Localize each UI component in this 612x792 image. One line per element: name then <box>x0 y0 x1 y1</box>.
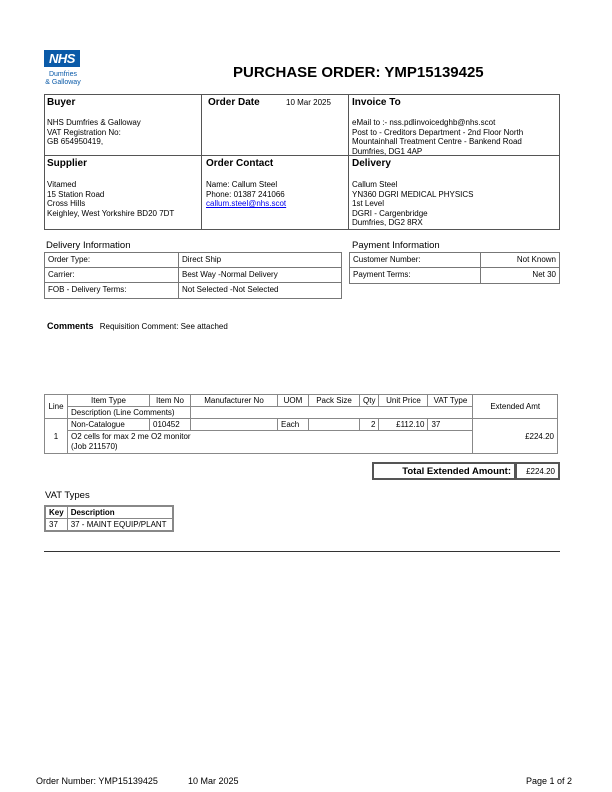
fob-value: Not Selected -Not Selected <box>178 282 342 299</box>
invoice-to-details <box>352 118 523 156</box>
line-items-table <box>44 394 558 454</box>
order-type-value: Direct Ship <box>178 252 342 268</box>
supplier-line: 15 Station Road <box>47 189 105 199</box>
payment-terms-value: Net 30 <box>480 267 560 284</box>
comments-label: Comments <box>47 321 94 331</box>
order-contact-label: Order Contact <box>206 158 274 169</box>
supplier-line: Vitamed <box>47 180 77 189</box>
col-unit-price: Unit Price <box>379 395 428 407</box>
vat-desc: 37 - MAINT EQUIP/PLANT <box>67 519 173 532</box>
row-item-no: 010452 <box>150 419 191 431</box>
contact-name: Name: Callum Steel <box>206 180 278 189</box>
invoice-line: Post to - Creditors Department - 2nd Floor North <box>352 127 524 137</box>
col-extended-amt: Extended Amt <box>473 395 558 419</box>
logo-subtitle <box>42 71 84 87</box>
vat-key: 37 <box>45 519 67 532</box>
vat-types-table <box>44 505 174 532</box>
buyer-details <box>47 118 141 147</box>
total-value: £224.20 <box>515 462 560 480</box>
col-qty: Qty <box>360 395 379 407</box>
col-vat-type: VAT Type <box>428 395 473 407</box>
order-date-value: 10 Mar 2025 <box>286 98 331 107</box>
divider <box>348 94 349 230</box>
delivery-line: Callum Steel <box>352 180 398 189</box>
invoice-to-label: Invoice To <box>352 97 401 108</box>
page-title: PURCHASE ORDER: YMP15139425 <box>233 64 484 81</box>
logo-sub2: & Galloway <box>45 79 81 86</box>
buyer-line: GB 654950419, <box>47 137 104 146</box>
row-uom: Each <box>278 419 309 431</box>
col-description: Description (Line Comments) <box>68 407 191 419</box>
buyer-line: VAT Registration No: <box>47 127 121 137</box>
logo-text: NHS <box>49 51 75 66</box>
delivery-line: DGRI - Cargenbridge <box>352 208 428 218</box>
row-desc-line: O2 cells for max 2 me O2 monitor <box>71 432 191 441</box>
table-header-row <box>45 407 558 419</box>
delivery-label: Delivery <box>352 158 391 169</box>
delivery-line: YN360 DGRI MEDICAL PHYSICS <box>352 189 474 199</box>
order-date-label: Order Date <box>208 97 260 108</box>
order-contact-details <box>206 180 286 209</box>
row-pack <box>309 419 360 431</box>
carrier-value: Best Way -Normal Delivery <box>178 267 342 283</box>
row-vat: 37 <box>428 419 473 431</box>
col-manufacturer: Manufacturer No <box>191 395 278 407</box>
vat-types-heading: VAT Types <box>45 490 90 501</box>
row-manufacturer <box>191 419 278 431</box>
col-item-no: Item No <box>150 395 191 407</box>
footer-date: 10 Mar 2025 <box>188 776 239 786</box>
vat-row <box>45 519 173 532</box>
order-type-key: Order Type: <box>44 252 179 268</box>
customer-number-key: Customer Number: <box>349 252 481 268</box>
logo-sub1: Dumfries <box>48 71 77 78</box>
vat-header-row <box>45 506 173 519</box>
invoice-line: Mountainhall Treatment Centre - Bankend Road <box>352 137 522 146</box>
row-description <box>68 431 473 454</box>
buyer-label: Buyer <box>47 97 76 108</box>
delivery-info-heading: Delivery Information <box>46 240 131 251</box>
row-line: 1 <box>45 419 68 454</box>
divider <box>44 551 560 552</box>
payment-info-heading: Payment Information <box>352 240 440 251</box>
delivery-line: Dumfries, DG2 8RX <box>352 218 423 227</box>
row-qty: 2 <box>360 419 379 431</box>
table-row <box>45 419 558 431</box>
table-header-row <box>45 395 558 407</box>
footer-order-number: Order Number: YMP15139425 <box>36 776 158 786</box>
col-uom: UOM <box>278 395 309 407</box>
buyer-line: NHS Dumfries & Galloway <box>47 118 141 127</box>
row-desc-line: (Job 211570) <box>71 442 118 451</box>
row-unit-price: £112.10 <box>379 419 428 431</box>
supplier-line: Keighley, West Yorkshire BD20 7DT <box>47 208 175 218</box>
supplier-label: Supplier <box>47 158 88 169</box>
divider <box>201 94 202 230</box>
row-item-type: Non-Catalogue <box>68 419 150 431</box>
comments <box>47 321 228 331</box>
supplier-line: Cross Hills <box>47 199 86 208</box>
col-line: Line <box>45 395 68 419</box>
col-pack-size: Pack Size <box>309 395 360 407</box>
fob-key: FOB - Delivery Terms: <box>44 282 179 299</box>
supplier-details <box>47 180 174 218</box>
invoice-line: Dumfries, DG1 4AP <box>352 146 423 156</box>
customer-number-value: Not Known <box>480 252 560 268</box>
contact-email-link[interactable]: callum.steel@nhs.scot <box>206 199 287 208</box>
payment-terms-key: Payment Terms: <box>349 267 481 284</box>
vat-desc-header: Description <box>67 506 173 519</box>
invoice-line: eMail to :- nss.pdlinvoicedghb@nhs.scot <box>352 118 496 127</box>
comments-text: Requisition Comment: See attached <box>99 322 228 331</box>
delivery-details <box>352 180 474 228</box>
vat-key-header: Key <box>45 506 67 519</box>
delivery-line: 1st Level <box>352 199 385 208</box>
nhs-logo <box>44 50 80 67</box>
footer-page: Page 1 of 2 <box>526 776 573 786</box>
total-label: Total Extended Amount: <box>372 462 516 480</box>
carrier-key: Carrier: <box>44 267 179 283</box>
col-item-type: Item Type <box>68 395 150 407</box>
row-extended: £224.20 <box>473 419 558 454</box>
contact-phone: Phone: 01387 241066 <box>206 189 285 199</box>
